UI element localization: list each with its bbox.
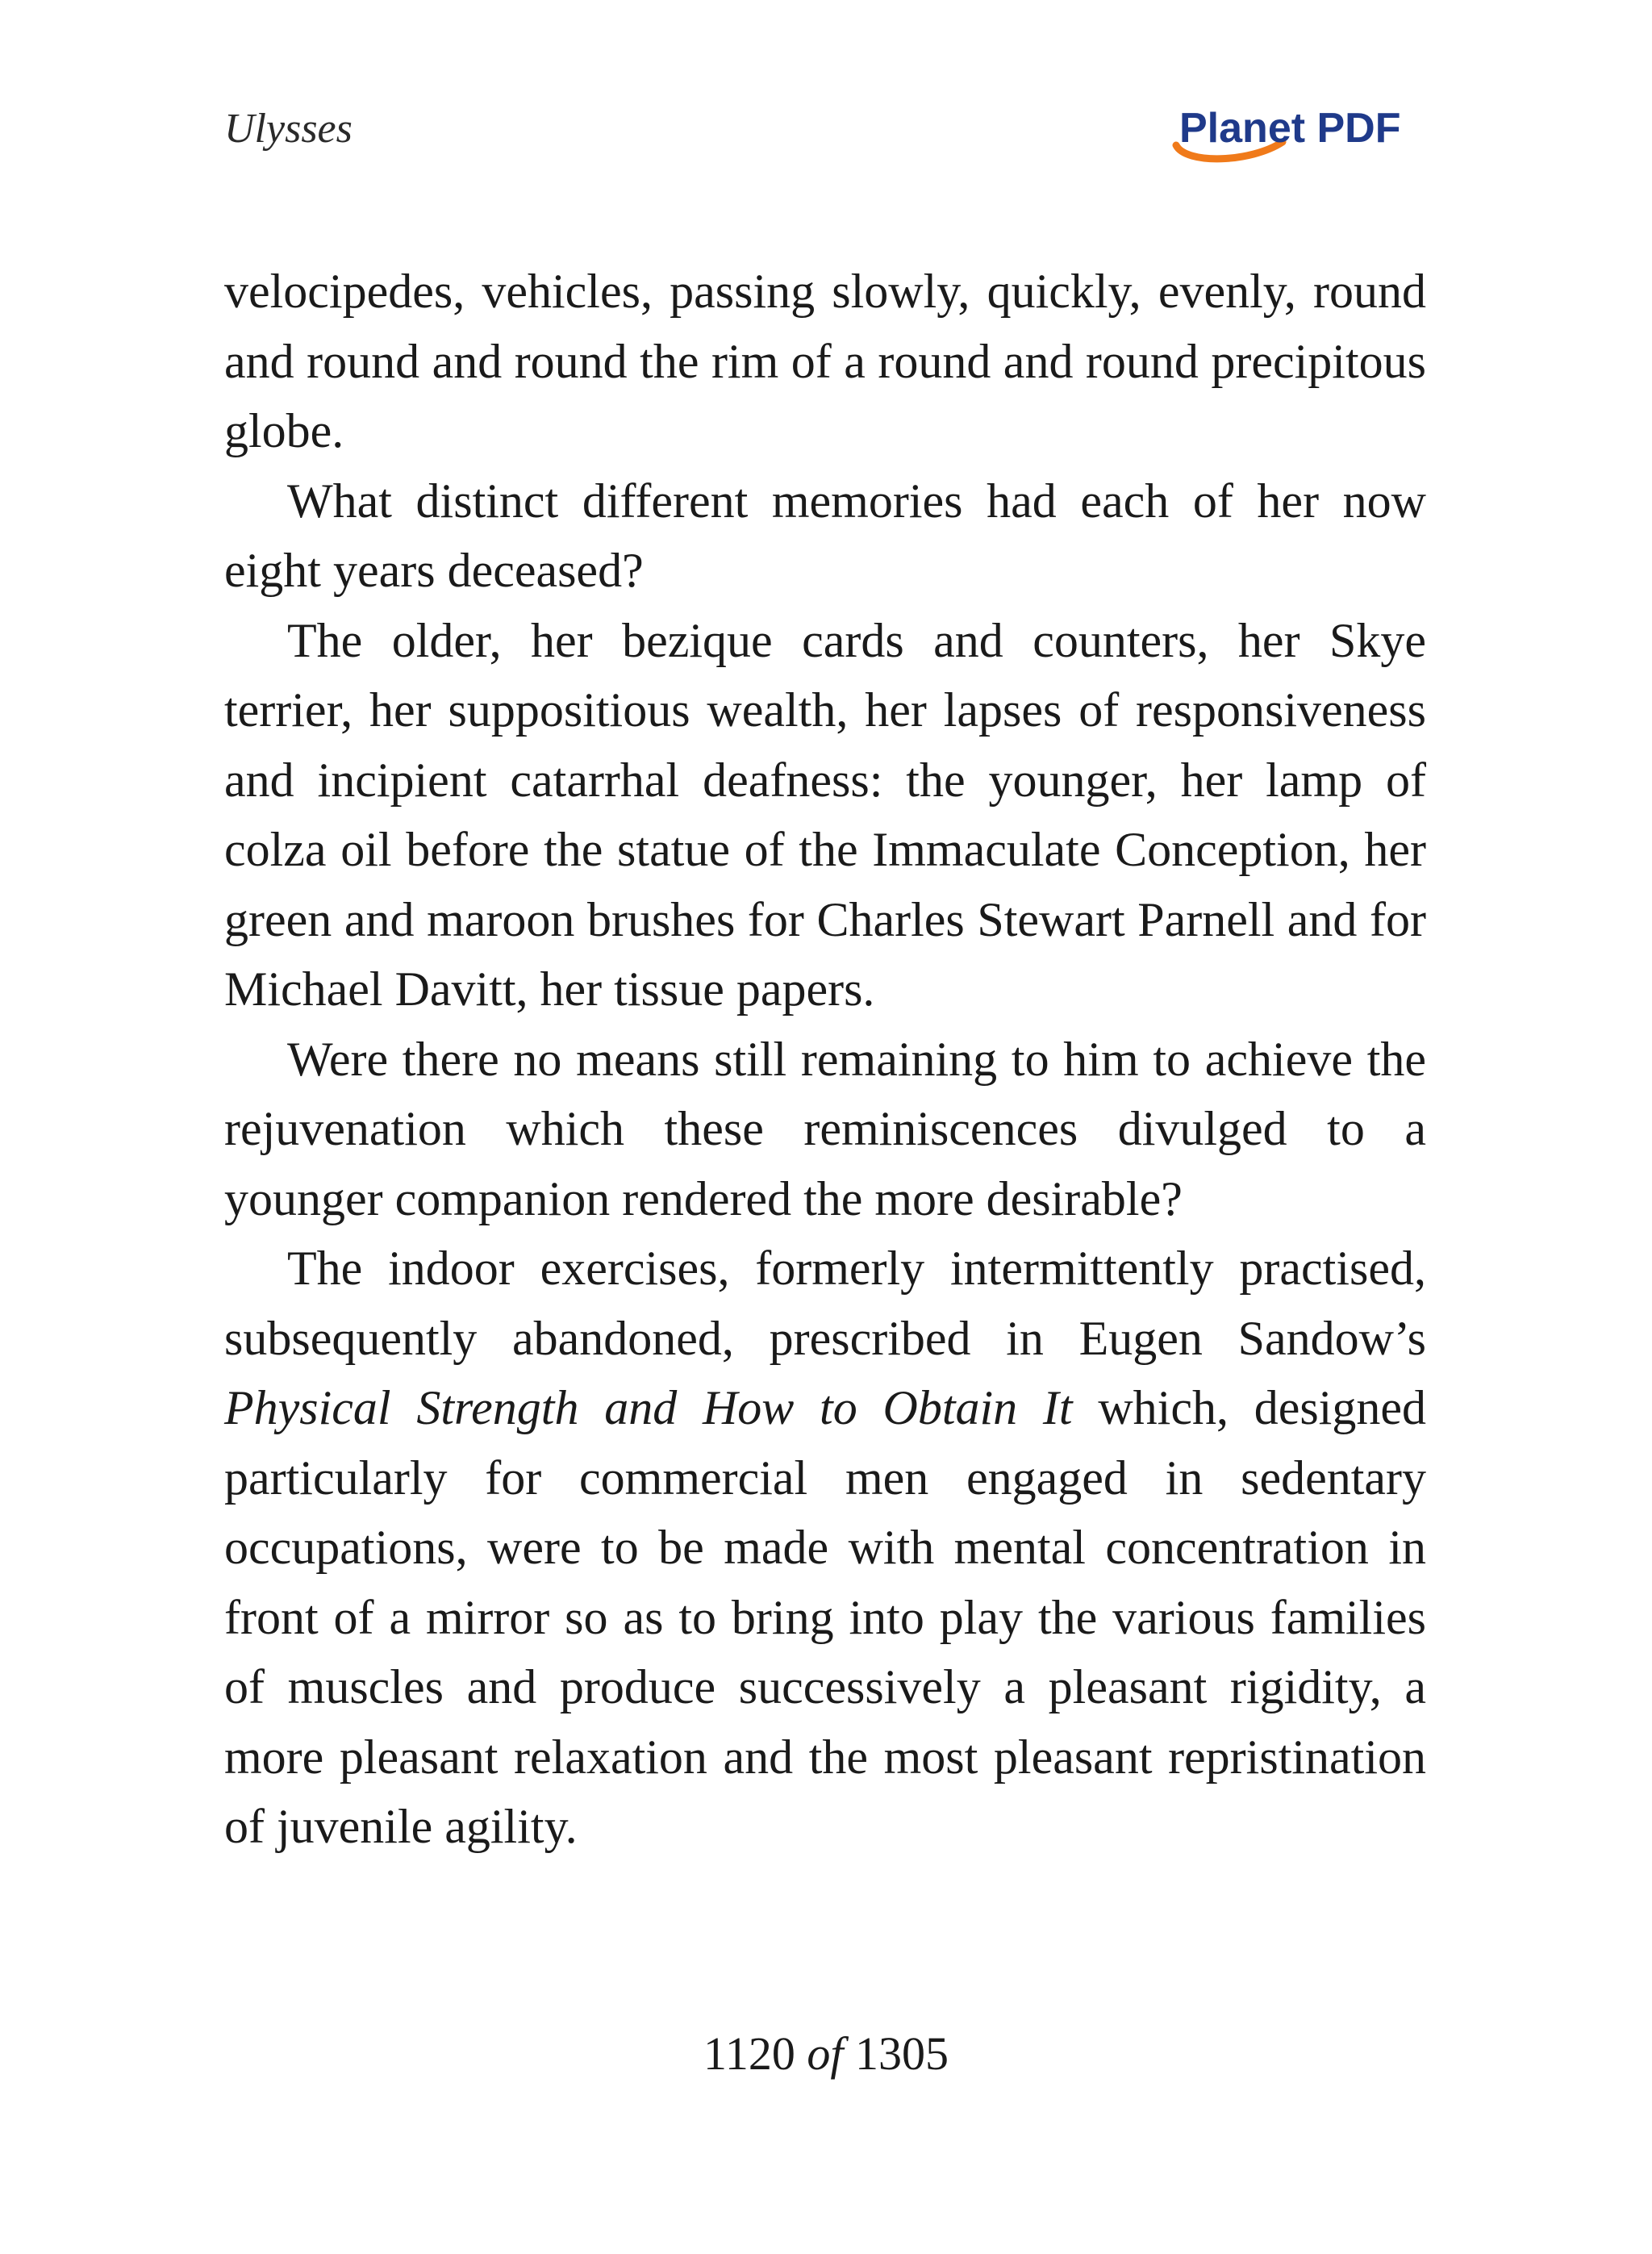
logo-text: Planet PDF xyxy=(1179,105,1401,152)
paragraph-5 xyxy=(224,1233,1426,1862)
planet-pdf-logo[interactable] xyxy=(1162,95,1436,168)
page-number xyxy=(0,2027,1652,2081)
paragraph-5-text-after: which, designed particularly for commercial men engaged in sedentary occupations, were to be made with mental concentration in front of a mirror so as to bring into play the various families of muscles and produce successively a pleasant rigidity, a more pleasant relaxation and the most pleasant repristination of juvenile agility. xyxy=(224,1381,1426,1853)
book-title: Ulysses xyxy=(224,106,353,152)
book-title-italic: Physical Strength and How to Obtain It xyxy=(224,1381,1073,1434)
paragraph-2: What distinct different memories had each of her now eight years deceased? xyxy=(224,474,1426,597)
paragraph-1: velocipedes, vehicles, passing slowly, quickly, evenly, round and round and round the rim of a round and round precipitous globe. xyxy=(224,265,1426,457)
planet-orbit-icon xyxy=(1162,95,1436,168)
page-of: of xyxy=(807,2027,844,2080)
paragraph-4: Were there no means still remaining to him to achieve the rejuvenation which these reminiscences divulged to a younger companion rendered the more desirable? xyxy=(224,1032,1426,1225)
paragraph-3: The older, her bezique cards and counters, her Skye terrier, her suppositious wealth, her lapses of responsiveness and incipient catarrhal deafness: the younger, her lamp of colza oil before the statue of the Immaculate Conception, her green and maroon brushes for Charles Stewart Parnell and for Michael Davitt, her tissue papers. xyxy=(224,613,1426,1016)
page-total: 1305 xyxy=(854,2027,949,2080)
page-current: 1120 xyxy=(703,2027,795,2080)
page-body xyxy=(224,257,1426,1862)
paragraph-5-text-before: The indoor exercises, formerly intermittently practised, subsequently abandoned, prescribed in Eugen Sandow’s xyxy=(224,1242,1426,1365)
